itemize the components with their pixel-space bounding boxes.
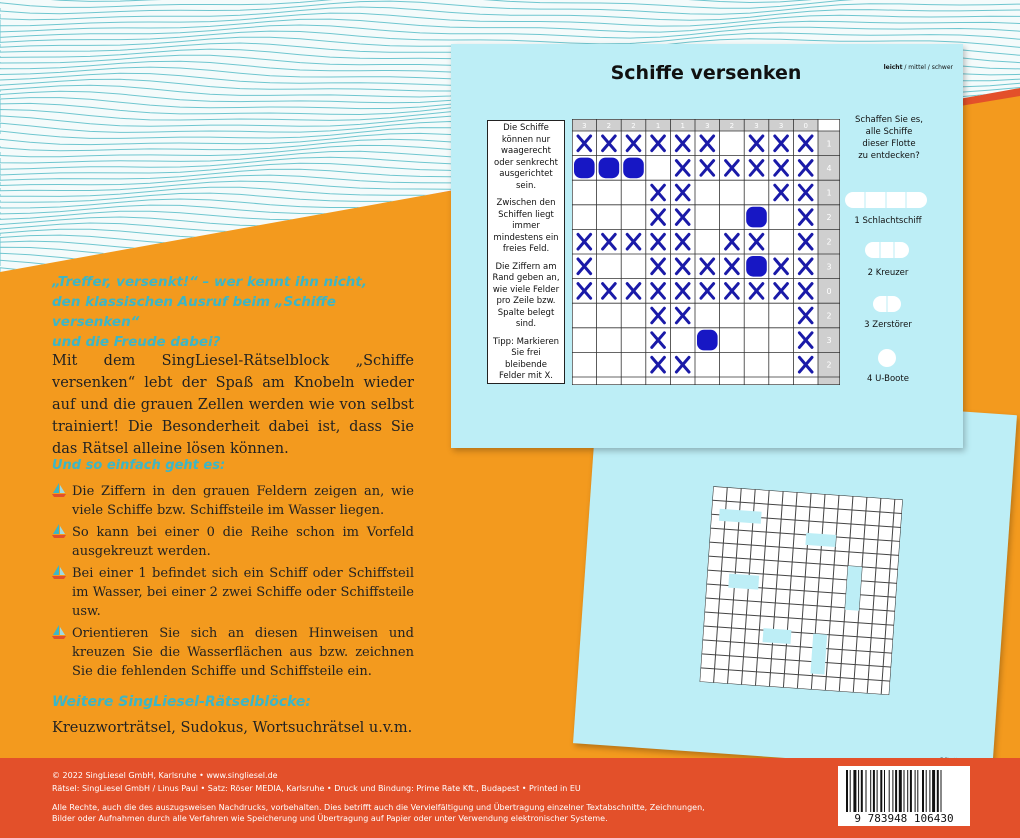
- rule-text: Die Schiffe können nur waagerecht oder senkrecht ausgerichtet sein.: [494, 123, 558, 191]
- row-clue: 2: [826, 213, 832, 223]
- sailboat-icon: [52, 524, 66, 539]
- row-clue: 1: [826, 188, 832, 198]
- isbn-number: 9 783948 106430: [854, 812, 954, 825]
- sailboat-icon: [52, 565, 66, 580]
- footer-copyright: © 2022 SingLiesel GmbH, Karlsruhe • www.singliesel.de: [52, 771, 278, 780]
- how-to-steps: [52, 482, 414, 684]
- rule-text: Tipp: Markieren Sie frei bleibende Felder mit X.: [492, 336, 560, 381]
- submarine-shape-icon: [878, 349, 896, 367]
- rule-text: Zwischen den Schiffen liegt immer mindestens ein freies Feld.: [493, 198, 559, 254]
- intro-line-2: den klassischen Ausruf beim „Schiffe versenken“: [52, 294, 336, 330]
- rule-text: Die Ziffern am Rand geben an, wie viele Felder pro Zeile bzw. Spalte belegt sind.: [492, 261, 560, 329]
- fleet-destroyer-label: 3 Zerstörer: [864, 320, 912, 330]
- puzzle-title: Schiffe versenken: [610, 62, 802, 84]
- ship-part: [697, 330, 718, 351]
- row-clue: 2: [826, 360, 832, 370]
- column-clue: 2: [729, 122, 735, 130]
- difficulty-levels: leicht / mittel / schwer: [883, 64, 953, 71]
- isbn-barcode: [838, 766, 970, 826]
- ship-part: [599, 158, 620, 179]
- step-item: Die Ziffern in den grauen Feldern zeigen an, wie viele Schiffe bzw. Schiffsteile im Wasser liegen.: [52, 482, 414, 520]
- intro-line-1: „Treffer, versenkt!“ – wer kennt ihn nicht,: [52, 274, 367, 290]
- barcode-bars: [838, 770, 970, 814]
- ship-part: [574, 158, 595, 179]
- fleet-cruiser-label: 2 Kreuzer: [867, 268, 909, 278]
- row-clue: 0: [826, 286, 832, 296]
- step-item: Bei einer 1 befindet sich ein Schiff oder Schiffsteil im Wasser, bei einer 2 zwei Schiffe oder Schiffsteile usw.: [52, 564, 414, 621]
- column-clue: 2: [631, 122, 636, 130]
- battleship-shape-icon: [845, 192, 927, 208]
- row-clue: 1: [826, 139, 832, 149]
- column-clue: 3: [778, 122, 784, 130]
- row-clue: 3: [826, 336, 832, 346]
- description-text: Mit dem SingLiesel-Rätselblock „Schiffe versenken“ lebt der Spaß am Knobeln wieder auf und die grauen Zellen werden wie von selbst trainiert! Die Besonderheit dabei ist, dass Sie das Rätsel alleine lösen können.: [52, 353, 414, 457]
- solution-grid: [700, 486, 903, 695]
- row-clue: 2: [826, 237, 832, 247]
- step-item: Orientieren Sie sich an diesen Hinweisen und kreuzen Sie die Wasserflächen aus bzw. zeichnen Sie die fehlenden Schiffe und Schiffsteile ein.: [52, 624, 414, 681]
- ship-part: [746, 207, 767, 228]
- fleet-submarine-label: 4 U-Boote: [867, 374, 909, 384]
- row-clue: 2: [826, 311, 832, 321]
- more-puzzles-title: Weitere SingLiesel-Rätselblöcke:: [52, 694, 312, 710]
- sailboat-icon: [52, 625, 66, 640]
- rules-box: [487, 120, 565, 384]
- row-clue: 3: [826, 262, 832, 272]
- intro-quote: [52, 272, 422, 352]
- ship-part: [746, 256, 767, 277]
- column-clue: 3: [754, 122, 759, 130]
- footer-rights-2: Bilder oder Aufnahmen durch alle Verfahren wie Speicherung und Übertragung auf Papier oder unter Verwendung elektronischer Systeme.: [52, 814, 608, 823]
- row-clue: 4: [826, 163, 832, 173]
- column-clue: 1: [655, 122, 661, 130]
- footer-credits: Rätsel: SingLiesel GmbH / Linus Paul • Satz: Röser MEDIA, Karlsruhe • Druck und Bindung: Prime Rate Kft., Budapest • Printed in EU: [52, 784, 581, 793]
- column-clue: 0: [803, 122, 808, 130]
- column-clue: 1: [680, 122, 685, 130]
- column-clue: 2: [606, 122, 612, 130]
- cruiser-shape-icon: [865, 242, 909, 258]
- step-item: So kann bei einer 0 die Reihe schon im Vorfeld ausgekreuzt werden.: [52, 523, 414, 561]
- puzzle-grid: [572, 119, 840, 385]
- sailboat-icon: [52, 483, 66, 498]
- fleet-battleship-label: 1 Schlachtschiff: [854, 216, 922, 226]
- intro-line-3: und die Freude dabei?: [52, 334, 221, 350]
- footer-rights-1: Alle Rechte, auch die des auszugsweisen Nachdrucks, vorbehalten. Dies betrifft auch die Vervielfältigung und Übertragung einzelner Textabschnitte, Zeichnungen,: [52, 803, 705, 812]
- how-to-title: Und so einfach geht es:: [52, 458, 226, 473]
- ship-part: [623, 158, 644, 179]
- fleet-question: Schaffen Sie es, alle Schiffe dieser Flotte zu entdecken?: [855, 115, 923, 161]
- column-clue: 3: [582, 122, 587, 130]
- more-puzzles-list: Kreuzworträtsel, Sudokus, Wortsuchrätsel u.v.m.: [52, 720, 413, 736]
- destroyer-shape-icon: [873, 296, 901, 312]
- column-clue: 3: [705, 122, 710, 130]
